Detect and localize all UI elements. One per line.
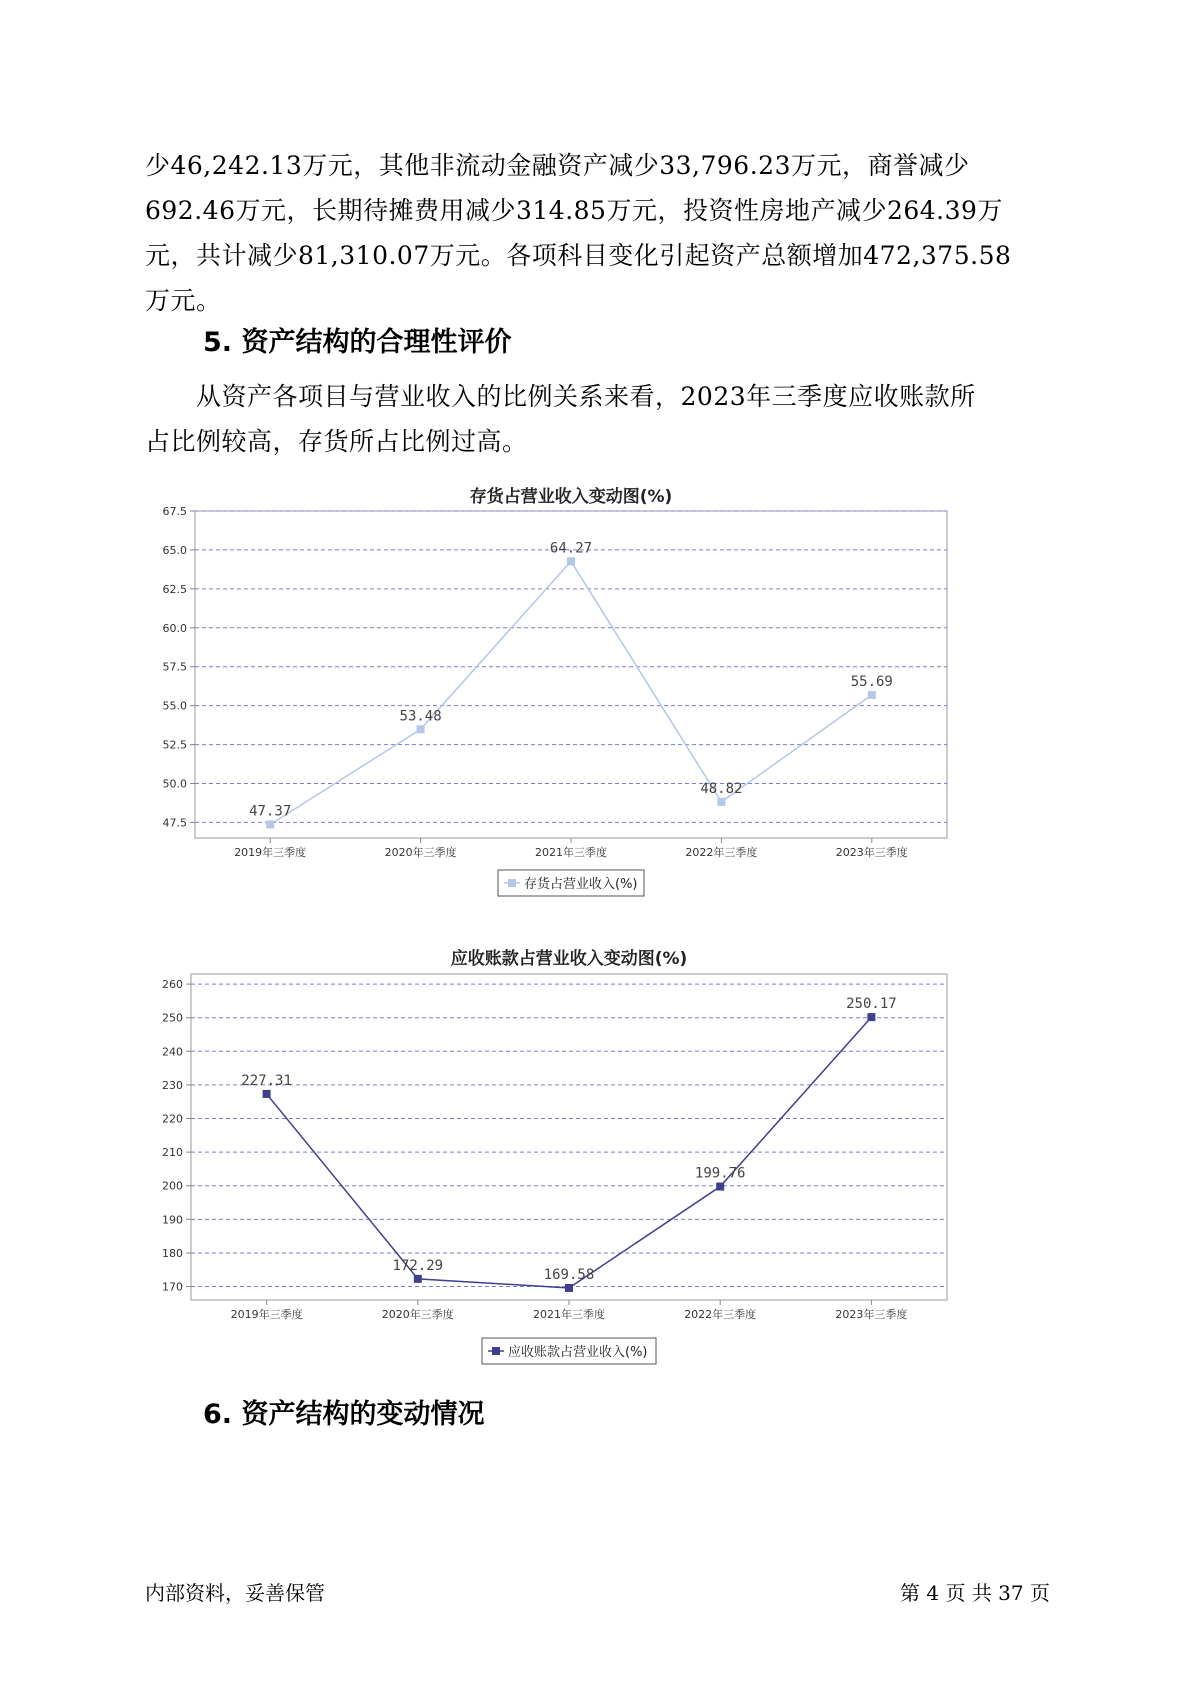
y-tick-label: 180 [162, 1246, 183, 1260]
x-tick-label: 2023年三季度 [835, 846, 908, 859]
data-point [717, 798, 725, 806]
intro-line: 少46,242.13万元，其他非流动金融资产减少33,796.23万元，商誉减少 [145, 151, 970, 180]
data-label: 227.31 [241, 1072, 292, 1089]
intro-paragraph [145, 143, 1050, 323]
intro-line: 万元。 [145, 286, 222, 315]
receivables-ratio-chart-svg [145, 940, 1025, 1370]
y-tick-label: 230 [162, 1078, 183, 1092]
y-tick-label: 170 [162, 1280, 183, 1294]
y-tick-label: 260 [162, 978, 183, 992]
y-tick-label: 190 [162, 1213, 183, 1227]
data-point [266, 820, 274, 828]
x-tick-label: 2019年三季度 [234, 846, 307, 859]
data-point [263, 1090, 271, 1098]
chart-title: 存货占营业收入变动图(%) [469, 487, 673, 507]
footer-confidential-note: 内部资料，妥善保管 [145, 1581, 325, 1605]
intro-line: 元，共计减少81,310.07万元。各项科目变化引起资产总额增加472,375.58 [145, 241, 1012, 270]
section-5-line: 占比例较高，存货所占比例过高。 [145, 427, 528, 456]
legend-label: 存货占营业收入(%) [524, 877, 638, 892]
data-point [868, 691, 876, 699]
y-tick-label: 250 [162, 1011, 183, 1025]
data-point [414, 1275, 422, 1283]
section-5-heading: 5. 资产结构的合理性评价 [203, 327, 512, 358]
inventory-ratio-chart [145, 478, 1025, 898]
x-tick-label: 2020年三季度 [381, 1308, 454, 1321]
x-tick-label: 2020年三季度 [384, 846, 457, 859]
section-6-heading: 6. 资产结构的变动情况 [203, 1399, 485, 1430]
y-tick-label: 52.5 [162, 738, 187, 752]
data-label: 172.29 [392, 1257, 444, 1274]
y-tick-label: 220 [162, 1112, 183, 1126]
plot-area [191, 974, 947, 1300]
chart-title: 应收账款占营业收入变动图(%) [450, 949, 688, 969]
y-tick-label: 62.5 [162, 582, 187, 596]
intro-line: 692.46万元，长期待摊费用减少314.85万元，投资性房地产减少264.39万 [145, 196, 1003, 225]
data-label: 48.82 [700, 780, 743, 797]
x-tick-label: 2021年三季度 [535, 846, 607, 859]
legend-marker [508, 879, 516, 887]
y-tick-label: 240 [162, 1045, 183, 1059]
y-tick-label: 200 [162, 1179, 183, 1193]
receivables-ratio-chart [145, 940, 1025, 1370]
y-tick-label: 57.5 [162, 660, 187, 674]
data-point [417, 725, 425, 733]
y-tick-label: 60.0 [162, 621, 187, 635]
legend-marker [492, 1347, 500, 1355]
x-tick-label: 2021年三季度 [533, 1308, 605, 1321]
y-tick-label: 210 [162, 1146, 183, 1160]
legend-label: 应收账款占营业收入(%) [508, 1345, 648, 1360]
y-tick-label: 55.0 [162, 699, 187, 713]
data-label: 55.69 [850, 673, 893, 690]
y-tick-label: 65.0 [162, 543, 187, 557]
y-tick-label: 67.5 [162, 505, 187, 518]
inventory-ratio-chart-svg [145, 478, 1025, 898]
data-point [565, 1284, 573, 1292]
data-point [567, 557, 575, 565]
y-tick-label: 50.0 [162, 777, 187, 791]
data-point [867, 1013, 875, 1021]
data-label: 250.17 [846, 996, 897, 1013]
x-tick-label: 2019年三季度 [230, 1308, 303, 1321]
data-label: 53.48 [399, 708, 442, 725]
x-tick-label: 2022年三季度 [685, 846, 758, 859]
x-tick-label: 2022年三季度 [684, 1308, 757, 1321]
footer-page-number: 第 4 页 共 37 页 [900, 1581, 1050, 1605]
y-tick-label: 47.5 [162, 816, 187, 830]
data-label: 47.37 [249, 803, 292, 820]
data-point [716, 1183, 724, 1191]
data-label: 199.76 [694, 1165, 746, 1182]
data-label: 169.58 [543, 1266, 595, 1283]
data-label: 64.27 [549, 540, 593, 557]
section-5-paragraph [145, 374, 1050, 464]
section-5-line: 从资产各项目与营业收入的比例关系来看，2023年三季度应收账款所 [196, 382, 976, 411]
x-tick-label: 2023年三季度 [835, 1308, 908, 1321]
